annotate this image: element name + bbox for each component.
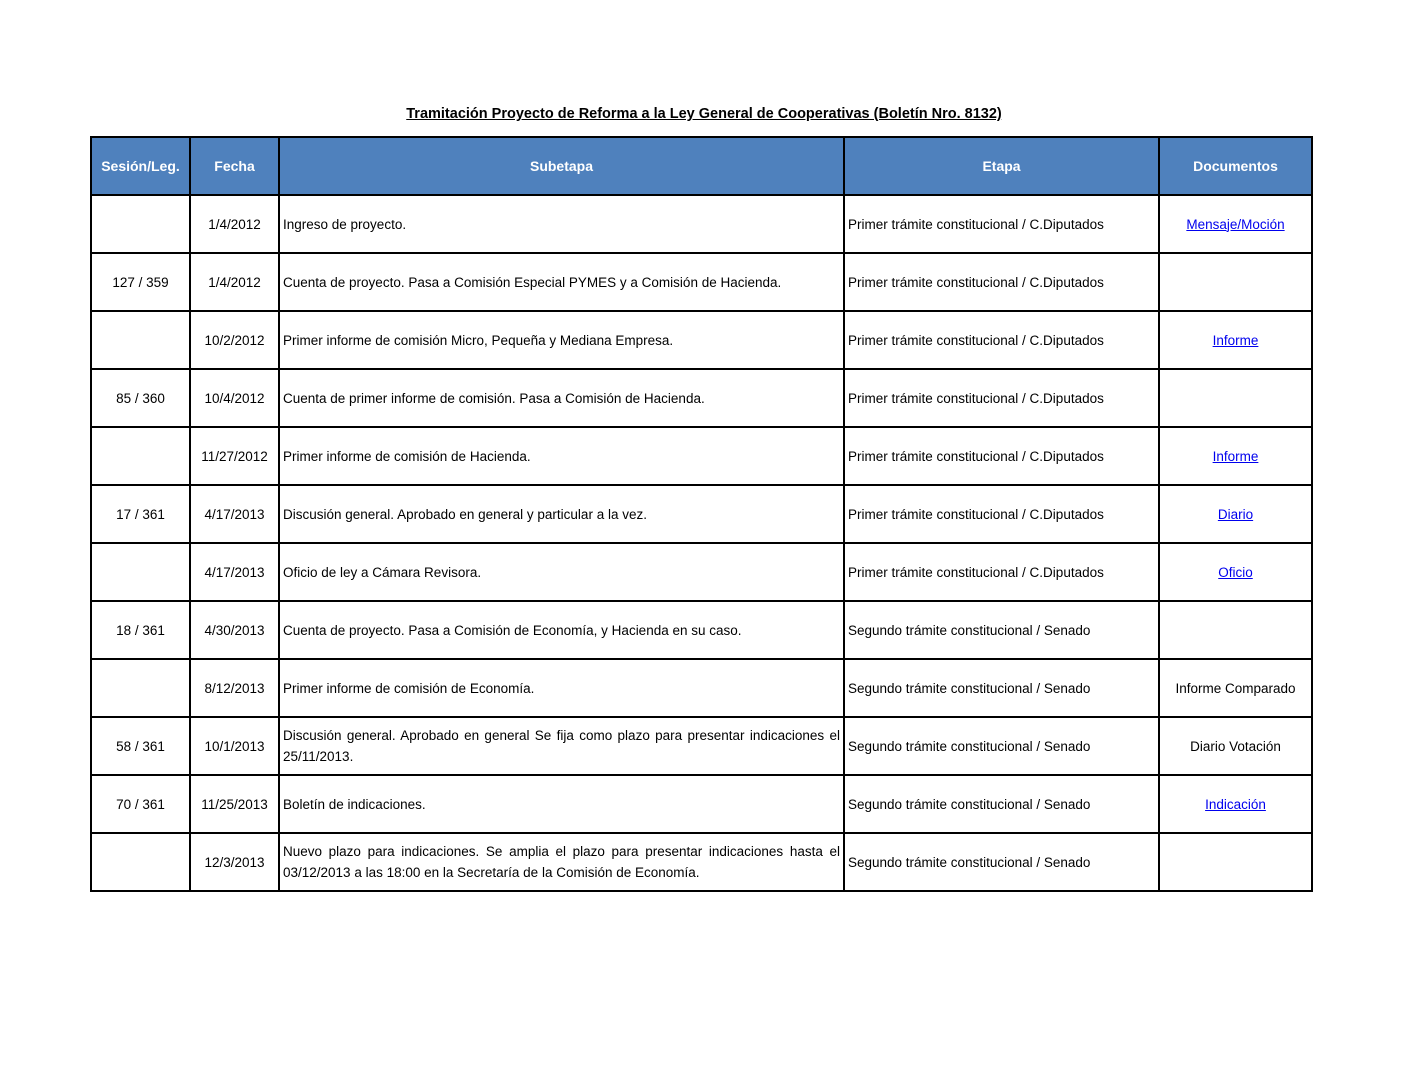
cell-fecha: 10/1/2013 xyxy=(190,717,279,775)
cell-etapa: Primer trámite constitucional / C.Diputados xyxy=(844,543,1159,601)
document-link[interactable]: Diario xyxy=(1217,506,1254,522)
cell-sesion: 17 / 361 xyxy=(91,485,190,543)
table-header xyxy=(91,137,1312,195)
column-header-subetapa: Subetapa xyxy=(279,137,844,195)
cell-documentos xyxy=(1159,601,1312,659)
table-row xyxy=(91,659,1312,717)
cell-subetapa: Ingreso de proyecto. xyxy=(279,195,844,253)
cell-subetapa: Primer informe de comisión Micro, Pequeña y Mediana Empresa. xyxy=(279,311,844,369)
document-link[interactable]: Mensaje/Moción xyxy=(1186,216,1285,232)
table-row xyxy=(91,485,1312,543)
table-row xyxy=(91,833,1312,891)
table-row xyxy=(91,775,1312,833)
cell-documentos: Diario Votación xyxy=(1159,717,1312,775)
cell-etapa: Primer trámite constitucional / C.Diputados xyxy=(844,369,1159,427)
column-header-fecha: Fecha xyxy=(190,137,279,195)
cell-sesion xyxy=(91,427,190,485)
cell-subetapa: Discusión general. Aprobado en general y particular a la vez. xyxy=(279,485,844,543)
cell-etapa: Primer trámite constitucional / C.Diputados xyxy=(844,311,1159,369)
column-header-etapa: Etapa xyxy=(844,137,1159,195)
cell-etapa: Segundo trámite constitucional / Senado xyxy=(844,659,1159,717)
column-header-documentos: Documentos xyxy=(1159,137,1312,195)
cell-documentos xyxy=(1159,369,1312,427)
cell-fecha: 4/17/2013 xyxy=(190,543,279,601)
tramitacion-table xyxy=(90,136,1313,892)
cell-sesion xyxy=(91,833,190,891)
cell-sesion xyxy=(91,311,190,369)
cell-documentos xyxy=(1159,485,1312,543)
cell-etapa: Primer trámite constitucional / C.Diputados xyxy=(844,253,1159,311)
cell-documentos xyxy=(1159,833,1312,891)
cell-etapa: Segundo trámite constitucional / Senado xyxy=(844,833,1159,891)
cell-documentos xyxy=(1159,543,1312,601)
column-header-sesion: Sesión/Leg. xyxy=(91,137,190,195)
table-row xyxy=(91,253,1312,311)
cell-fecha: 1/4/2012 xyxy=(190,253,279,311)
cell-subetapa: Cuenta de proyecto. Pasa a Comisión Especial PYMES y a Comisión de Hacienda. xyxy=(279,253,844,311)
cell-sesion xyxy=(91,195,190,253)
header-row xyxy=(91,137,1312,195)
cell-etapa: Primer trámite constitucional / C.Diputados xyxy=(844,427,1159,485)
cell-etapa: Segundo trámite constitucional / Senado xyxy=(844,775,1159,833)
table-row xyxy=(91,195,1312,253)
cell-etapa: Primer trámite constitucional / C.Diputados xyxy=(844,195,1159,253)
page-title: Tramitación Proyecto de Reforma a la Ley General de Cooperativas (Boletín Nro. 8132) xyxy=(406,106,1002,122)
document-link[interactable]: Informe xyxy=(1212,448,1259,464)
cell-documentos xyxy=(1159,427,1312,485)
cell-subetapa: Primer informe de comisión de Economía. xyxy=(279,659,844,717)
cell-sesion: 127 / 359 xyxy=(91,253,190,311)
table-row xyxy=(91,427,1312,485)
cell-documentos xyxy=(1159,253,1312,311)
cell-sesion: 70 / 361 xyxy=(91,775,190,833)
document-link[interactable]: Informe xyxy=(1212,332,1259,348)
table-row xyxy=(91,601,1312,659)
cell-fecha: 4/30/2013 xyxy=(190,601,279,659)
cell-fecha: 12/3/2013 xyxy=(190,833,279,891)
cell-subetapa: Nuevo plazo para indicaciones. Se amplia el plazo para presentar indicaciones hasta el 03/12/2013 a las 18:00 en la Secretaría de la Comisión de Economía. xyxy=(279,833,844,891)
cell-fecha: 4/17/2013 xyxy=(190,485,279,543)
cell-sesion xyxy=(91,659,190,717)
cell-subetapa: Boletín de indicaciones. xyxy=(279,775,844,833)
cell-subetapa: Discusión general. Aprobado en general Se fija como plazo para presentar indicaciones el 25/11/2013. xyxy=(279,717,844,775)
table-row xyxy=(91,369,1312,427)
cell-etapa: Primer trámite constitucional / C.Diputados xyxy=(844,485,1159,543)
cell-subetapa: Primer informe de comisión de Hacienda. xyxy=(279,427,844,485)
cell-fecha: 10/4/2012 xyxy=(190,369,279,427)
cell-fecha: 10/2/2012 xyxy=(190,311,279,369)
table-body xyxy=(91,195,1312,891)
cell-subetapa: Oficio de ley a Cámara Revisora. xyxy=(279,543,844,601)
cell-subetapa: Cuenta de proyecto. Pasa a Comisión de Economía, y Hacienda en su caso. xyxy=(279,601,844,659)
cell-fecha: 11/27/2012 xyxy=(190,427,279,485)
cell-etapa: Segundo trámite constitucional / Senado xyxy=(844,717,1159,775)
cell-fecha: 11/25/2013 xyxy=(190,775,279,833)
table-row xyxy=(91,543,1312,601)
cell-documentos: Informe Comparado xyxy=(1159,659,1312,717)
cell-documentos xyxy=(1159,775,1312,833)
cell-fecha: 8/12/2013 xyxy=(190,659,279,717)
cell-documentos xyxy=(1159,311,1312,369)
cell-sesion: 58 / 361 xyxy=(91,717,190,775)
table-row xyxy=(91,717,1312,775)
document-link[interactable]: Oficio xyxy=(1218,564,1253,580)
cell-etapa: Segundo trámite constitucional / Senado xyxy=(844,601,1159,659)
cell-fecha: 1/4/2012 xyxy=(190,195,279,253)
cell-sesion: 85 / 360 xyxy=(91,369,190,427)
document-link[interactable]: Indicación xyxy=(1205,796,1266,812)
cell-subetapa: Cuenta de primer informe de comisión. Pasa a Comisión de Hacienda. xyxy=(279,369,844,427)
cell-sesion: 18 / 361 xyxy=(91,601,190,659)
cell-sesion xyxy=(91,543,190,601)
cell-documentos xyxy=(1159,195,1312,253)
table-row xyxy=(91,311,1312,369)
